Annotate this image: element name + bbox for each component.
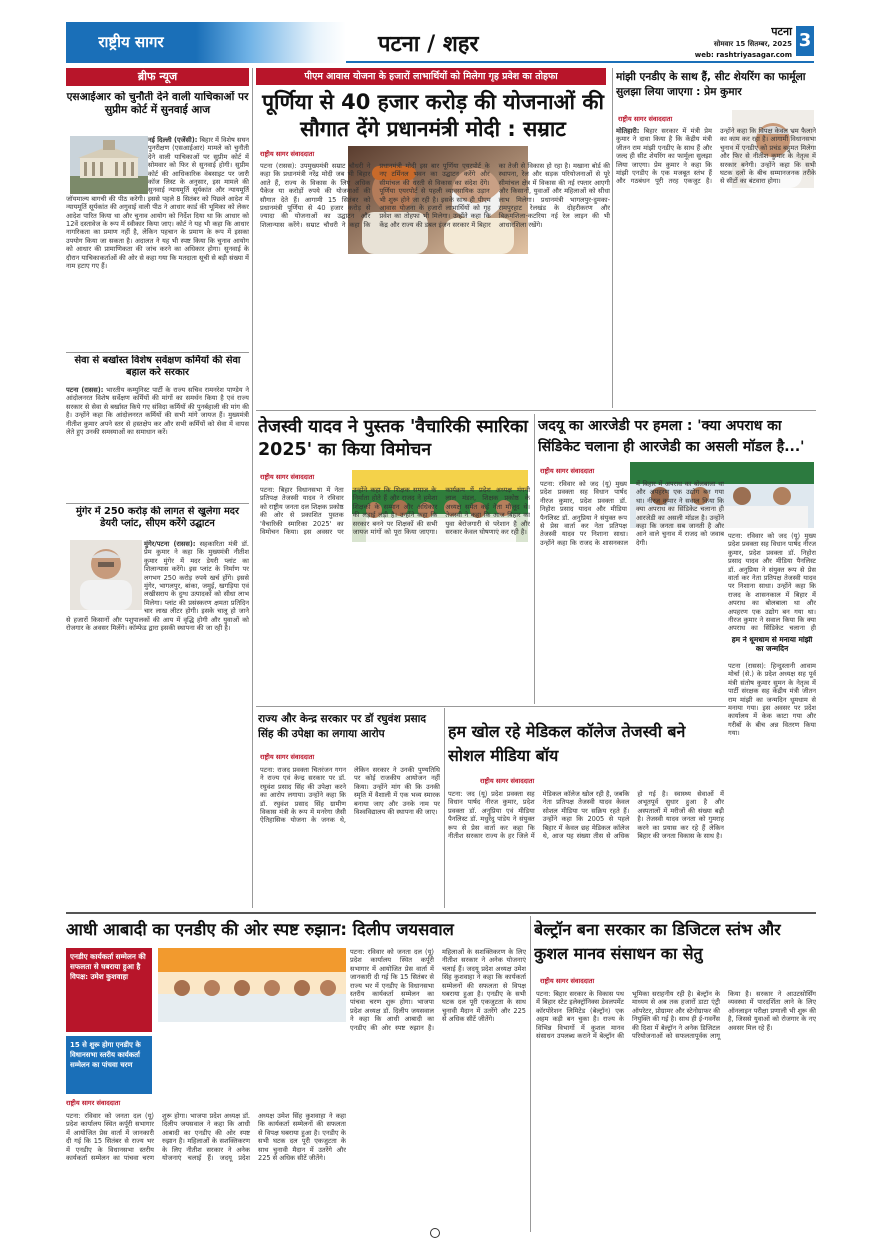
jdu-columns — [540, 480, 724, 705]
beltron-columns — [536, 990, 816, 1230]
jaiswal-story-right — [350, 948, 526, 1230]
raghuvansh-story — [260, 766, 440, 908]
tejashwi-headline: तेजस्वी यादव ने पुस्तक 'वैचारिकी स्मारिका 2025' का किया विमोचन — [258, 417, 528, 460]
lead-byline: राष्ट्रीय सागर संवाददाता — [260, 150, 315, 158]
tejashwi-byline: राष्ट्रीय सागर संवाददाता — [260, 473, 315, 481]
manjhi-birthday-story: पटना (रासस): हिन्दुस्तानी आवाम मोर्चा (से.) के प्रदेश अध्यक्ष सह पूर्व मंत्री संतोष कुमार सुमन के नेतृत्व में पार्टी संरक्षक सह केंद्रीय मंत्री जीतन राम मांझी का जन्मदिन धूमधाम से मनाया गया। इस अवसर पर प्रदेश कार्यालय में केक काटा गया और गरीबों के बीच अन्न वितरण किया गया। — [728, 662, 816, 738]
raghuvansh-byline: राष्ट्रीय सागर संवाददाता — [260, 753, 315, 761]
jaiswal-text-cont: पटना: रविवार को जनता दल (यू) प्रदेश कार्यालय स्थित कर्पूरी सभागार में आयोजित प्रेस वार्ता में जानकारी दी गई कि 15 सितंबर से राज्य भर में एनडीए के विधानसभा स्तरीय कार्यकर्ता सम्मेलन का पांचवा चरण शुरू होगा। भाजपा प्रदेश अध्यक्ष डॉ. दिलीप जयसवाल ने कहा कि आधी आबादी का एनडीए की ओर स्पष्ट रुझान है। महिलाओं के सशक्तिकरण के लिए नीतीश सरकार ने अनेक योजनाएं चलाई हैं। जदयू प्रदेश अध्यक्ष उमेश सिंह कुशवाहा ने कहा कि कार्यकर्ता सम्मेलनों की सफलता से विपक्ष घबराया हुआ है। एनडीए के सभी घटक दल पूरी एकजुटता के साथ चुनावी मैदान में उतरेंगे और 225 से अधिक सीटें जीतेंगे। — [350, 948, 526, 1032]
section-rule — [66, 912, 816, 914]
manjhi-birthday-headline: हम ने धूमधाम से मनाया मांझी का जन्मदिन — [731, 636, 813, 653]
jaiswal-story — [66, 1112, 346, 1230]
brand-name: राष्ट्रीय सागर — [98, 33, 164, 51]
section-rule — [256, 410, 816, 411]
column-divider — [612, 68, 613, 408]
medical-byline: राष्ट्रीय सागर संवाददाता — [480, 777, 535, 785]
dateline-box — [666, 24, 792, 60]
jaiswal-sidebar-box — [66, 948, 152, 1032]
raghuvansh-columns — [260, 766, 440, 908]
website-link[interactable]: web: rashtriyasagar.com — [694, 51, 792, 59]
lead-headline: पूर्णिया से 40 हजार करोड़ की योजनाओं की सौगात देंगे प्रधानमंत्री मोदी : सम्राट — [262, 90, 604, 141]
jaiswal-sidebar-headline: एनडीए कार्यकर्ता सम्मेलन की सफलता से घबराया हुआ है विपक्ष: उमेश कुशवाहा — [70, 952, 146, 981]
survey-headline: सेवा से बर्खास्त विशेष सर्वेक्षण कर्मियों की सेवा बहाल करे सरकार — [74, 355, 241, 378]
photo-spacer — [66, 540, 144, 612]
jaiswal-sidebar2-box — [66, 1036, 152, 1094]
jdu-text: पटना: रविवार को जद (यू) मुख्य प्रदेश प्रवक्ता सह विधान पार्षद नीरज कुमार, प्रदेश प्रवक्ता डॉ. निहोरा प्रसाद यादव और मीडिया पैनलिस्ट डॉ. अनुप्रिया ने संयुक्त रूप से प्रेस वार्ता कर नेता प्रतिपक्ष तेजस्वी यादव पर निशाना साधा। उन्होंने कहा कि राजद के शासनकाल में बिहार में अपराध का बोलबाला था और अपहरण एक उद्योग बन गया था। नीरज कुमार ने सवाल किया कि क्या अपराध का सिंडिकेट चलाना ही आरजेडी का असली मॉडल है। उन्होंने कहा कि जनता सब जानती है और आने वाले चुनाव में राजद को जवाब देगी। — [540, 480, 724, 547]
manjhi-dateline: मोतिहारी: — [616, 127, 640, 135]
jaiswal-columns-right — [350, 948, 526, 1230]
manjhi-headline: मांझी एनडीए के साथ हैं, सीट शेयरिंग का फार्मूला सुलझा लिया जाएगा : प्रेम कुमार — [616, 71, 806, 98]
brand-wave — [196, 22, 346, 63]
rule — [66, 503, 249, 504]
jaiswal-event-photo — [158, 948, 346, 1022]
medical-text: पटना: जद (यू) प्रदेश प्रवक्ता सह विधान पार्षद नीरज कुमार, प्रदेश प्रवक्ता डॉ. अनुप्रिया एवं मीडिया पैनलिस्ट डॉ. मधुरेंदु पांडेय ने संयुक्त रूप से प्रेस वार्ता कर कहा कि नीतीश सरकार राज्य के हर जिले में मेडिकल कॉलेज खोल रही है, जबकि नेता प्रतिपक्ष तेजस्वी यादव केवल सोशल मीडिया पर सक्रिय रहते हैं। उन्होंने कहा कि 2005 से पहले बिहार में केवल छह मेडिकल कॉलेज थे, आज यह संख्या तीस से अधिक हो गई है। स्वास्थ्य सेवाओं में अभूतपूर्व सुधार हुआ है और अस्पतालों में मरीजों की संख्या बढ़ी है। तेजस्वी यादव जनता को गुमराह करने का प्रयास कर रहे हैं लेकिन बिहार की जनता विकास के साथ है। — [448, 790, 724, 841]
medical-headline: हम खोल रहे मेडिकल कॉलेज तेजस्वी बने सोशल मीडिया बॉय — [448, 722, 686, 765]
photo-spacer — [627, 480, 628, 528]
brief-news-column — [66, 68, 249, 906]
beltron-headline: बेल्ट्रॉन बना सरकार का डिजिटल स्तंभ और कुशल मानव संसाधन का सेतु — [534, 920, 781, 963]
registration-mark-icon — [430, 1228, 440, 1238]
brand-block — [66, 22, 196, 63]
raghuvansh-headline: राज्य और केन्द्र सरकार पर डॉ रघुवंश प्रसाद सिंह की उपेक्षा का लगाया आरोप — [258, 713, 427, 740]
issue-date: सोमवार 15 सितम्बर, 2025 — [713, 40, 792, 48]
column-divider — [534, 414, 535, 704]
manjhi-text: बिहार सरकार में मंत्री प्रेम कुमार ने दावा किया है कि केंद्रीय मंत्री जीतन राम मांझी एनडीए के साथ हैं और जल्द ही सीट शेयरिंग का फार्मूला सुलझा लिया जाएगा। प्रेम कुमार ने कहा कि मांझी एनडीए के एक मजबूत स्तंभ हैं और गठबंधन पूरी तरह एकजुट है। उन्होंने कहा कि विपक्ष केवल भ्रम फैलाने का काम कर रहा है। आगामी विधानसभा चुनाव में एनडीए को प्रचंड बहुमत मिलेगा और फिर से नीतीश कुमार के नेतृत्व में सरकार बनेगी। उन्होंने कहा कि सभी घटक दलों के बीच सम्मानजनक तरीके से सीटों का बंटवारा होगा। — [616, 127, 816, 186]
jdu-headline: जदयू का आरजेडी पर हमला : 'क्या अपराध का सिंडिकेट चलाना ही आरजेडी का असली मॉडल है...' — [538, 418, 805, 455]
beltron-byline: राष्ट्रीय सागर संवाददाता — [540, 977, 595, 985]
jaiswal-columns-left — [66, 1112, 346, 1230]
section-rule — [256, 706, 726, 707]
page-number: 3 — [796, 26, 814, 56]
manjhi-story — [616, 127, 816, 405]
raghuvansh-text: पटना: राजद प्रवक्ता चितरंजन गगन ने राज्य एवं केन्द्र सरकार पर डॉ. रघुवंश प्रसाद सिंह की उपेक्षा करने का आरोप लगाया। उन्होंने कहा कि डॉ. रघुवंश प्रसाद सिंह ग्रामीण विकास मंत्री के रूप में मनरेगा जैसी ऐतिहासिक योजना के जनक थे, लेकिन सरकार ने उनकी पुण्यतिथि पर कोई राजकीय आयोजन नहीं किया। उन्होंने मांग की कि उनकी स्मृति में वैशाली में एक भव्य स्मारक बनाया जाए और उनके नाम पर विश्वविद्यालय की स्थापना की जाए। — [260, 766, 440, 825]
sir-text: बिहार में विशेष सघन पुनरीक्षण (एसआईआर) मामले को चुनौती देने वाली याचिकाओं पर सुप्रीम कोर्ट में सोमवार को फिर से सुनवाई होगी। सुप्रीम कोर्ट की आधिकारिक वेबसाइट पर जारी कॉज लिस्ट के अनुसार, इस मामले की सुनवाई न्यायमूर्ति सूर्यकांत और न्यायमूर्ति जॉयमाल्य बागची की पीठ करेगी। इससे पहले 8 सितंबर को पिछले आदेश में न्यायमूर्ति सूर्यकांत की अगुवाई वाली पीठ ने आधार कार्ड की भूमिका को लेकर आदेश पारित किया था और चुनाव आयोग को निर्देश दिया था कि आधार को 12वें दस्तावेज के रूप में स्वीकार किया जाए। कोर्ट ने यह भी कहा कि आधार नागरिकता का प्रमाण नहीं है, लेकिन पहचान के प्रमाण के रूप में इसका उपयोग किया जा सकता है। अदालत ने यह भी स्पष्ट किया कि चुनाव आयोग को आधार की प्रामाणिकता की जांच करने का अधिकार होगा। सुनवाई के दौरान याचिकाकर्ताओं की ओर से कहा गया कि मतदाता सूची से बड़ी संख्या में नाम हटाए गए हैं। — [66, 136, 249, 271]
tejashwi-text: पटना: बिहार विधानसभा में नेता प्रतिपक्ष तेजस्वी यादव ने रविवार को राष्ट्रीय जनता दल शिक्षक प्रकोष्ठ की ओर से प्रकाशित पुस्तक 'वैचारिकी स्मारिका 2025' का विमोचन किया। इस अवसर पर उन्होंने कहा कि शिक्षक समाज के निर्माता होते हैं और राजद ने हमेशा शिक्षकों के सम्मान और अधिकार की लड़ाई लड़ी है। उन्होंने कहा कि सरकार बनने पर शिक्षकों की सभी जायज मांगों को पूरा किया जाएगा। कार्यक्रम में प्रदेश अध्यक्ष मंगनी लाल मंडल, शिक्षक प्रकोष्ठ के अध्यक्ष समेत कई नेता मौजूद थे। तेजस्वी ने कहा कि आज बिहार का युवा बेरोजगारी से परेशान है और सरकार केवल घोषणाएं कर रही है। — [260, 486, 530, 537]
lead-kicker: पीएम आवास योजना के हजारों लाभार्थियों को मिलेगा गृह प्रवेश का तोहफा — [304, 71, 558, 82]
survey-text: भारतीय कम्युनिस्ट पार्टी के राज्य सचिव रामनरेश पाण्डेय ने आंदोलनरत विशेष सर्वेक्षण कर्मियों की मांगों का समर्थन किया है एवं राज्य सरकार से सेवा से बर्खास्त किये गए संविदा कर्मियों की पुनर्बहाली की मांग की है। उन्होंने कहा कि आंदोलनरत कर्मियों की सभी मांगे जायज हैं। मुख्यमंत्री नीतीश कुमार अपने स्तर से हस्तक्षेप कर और सभी कर्मियों को सेवा में वापस लेते हुए उनकी समस्याओं का समाधान करें। — [66, 386, 249, 437]
beltron-text: पटना: बिहार सरकार के विकास पथ में बिहार स्टेट इलेक्ट्रॉनिक्स डेवलपमेंट कॉरपोरेशन लिमिटेड (बेल्ट्रॉन) एक अहम कड़ी बन चुका है। राज्य के विभिन्न विभागों में कुशल मानव संसाधन उपलब्ध कराने में बेल्ट्रॉन की भूमिका सराहनीय रही है। बेल्ट्रॉन के माध्यम से अब तक हजारों डाटा एंट्री ऑपरेटर, प्रोग्रामर और स्टेनोग्राफर की नियुक्ति की गई है। साथ ही ई-गवर्नेंस की दिशा में बेल्ट्रॉन ने अनेक डिजिटल परियोजनाओं को सफलतापूर्वक लागू किया है। सरकार ने आउटसोर्सिंग व्यवस्था में पारदर्शिता लाने के लिए ऑनलाइन परीक्षा प्रणाली भी शुरू की है, जिससे युवाओं को रोजगार के नए अवसर मिल रहे हैं। — [536, 990, 816, 1041]
manjhi-columns — [616, 127, 816, 405]
masthead — [66, 22, 814, 63]
sir-story — [66, 136, 249, 349]
dairy-dateline: मुंगेर/पटना (रासस): — [144, 540, 196, 548]
jdu-story — [540, 480, 724, 705]
jaiswal-byline: राष्ट्रीय सागर संवाददाता — [66, 1099, 121, 1107]
tejashwi-story — [260, 486, 530, 702]
brief-news-label: ब्रीफ न्यूज — [66, 68, 249, 86]
beltron-story — [536, 990, 816, 1230]
jdu-story-cont — [728, 532, 816, 632]
column-divider — [252, 68, 253, 908]
dairy-headline: मुंगेर में 250 करोड़ की लागत से खुलेगा मदर डेयरी प्लांट, सीएम करेंगे उद्घाटन — [75, 506, 240, 529]
dairy-story — [66, 540, 249, 906]
lead-kicker-bar — [256, 68, 606, 85]
sir-headline: एसआईआर को चुनौती देने वाली याचिकाओं पर सुप्रीम कोर्ट में सुनवाई आज — [66, 91, 249, 116]
manjhi-byline: राष्ट्रीय सागर संवाददाता — [618, 115, 673, 123]
jaiswal-sidebar2-headline: 15 से शुरू होगा एनडीए के विधानसभा स्तरीय कार्यकर्ता सम्मेलन का पांचवा चरण — [70, 1041, 141, 1069]
column-divider — [444, 708, 445, 908]
sir-dateline: नई दिल्ली (एजेंसी): — [148, 136, 198, 144]
medical-story — [448, 790, 724, 908]
section-title: पटना / शहर — [378, 32, 479, 57]
jdu-text-cont: पटना: रविवार को जद (यू) मुख्य प्रदेश प्रवक्ता सह विधान पार्षद नीरज कुमार, प्रदेश प्रवक्ता डॉ. निहोरा प्रसाद यादव और मीडिया पैनलिस्ट डॉ. अनुप्रिया ने संयुक्त रूप से प्रेस वार्ता कर नेता प्रतिपक्ष तेजस्वी यादव पर निशाना साधा। उन्होंने कहा कि राजद के शासनकाल में बिहार में अपराध का बोलबाला था और अपहरण एक उद्योग बन गया था। नीरज कुमार ने सवाल किया कि क्या अपराध का सिंडिकेट चलाना ही — [728, 532, 816, 632]
jaiswal-text: पटना: रविवार को जनता दल (यू) प्रदेश कार्यालय स्थित कर्पूरी सभागार में आयोजित प्रेस वार्ता में जानकारी दी गई कि 15 सितंबर से राज्य भर में एनडीए के विधानसभा स्तरीय कार्यकर्ता सम्मेलन का पांचवा चरण शुरू होगा। भाजपा प्रदेश अध्यक्ष डॉ. दिलीप जयसवाल ने कहा कि आधी आबादी का एनडीए की ओर स्पष्ट रुझान है। महिलाओं के सशक्तिकरण के लिए नीतीश सरकार ने अनेक योजनाएं चलाई हैं। जदयू प्रदेश अध्यक्ष उमेश सिंह कुशवाहा ने कहा कि कार्यकर्ता सम्मेलनों की सफलता से विपक्ष घबराया हुआ है। एनडीए के सभी घटक दल पूरी एकजुटता के साथ चुनावी मैदान में उतरेंगे और 225 से अधिक सीटें जीतेंगे। — [66, 1112, 346, 1163]
rule — [66, 352, 249, 353]
survey-story — [66, 386, 249, 500]
header-rule — [346, 61, 814, 63]
survey-dateline: पटना (रासस): — [66, 386, 104, 394]
dairy-text: सहकारिता मंत्री डॉ. प्रेम कुमार ने कहा कि मुख्यमंत्री नीतीश कुमार मुंगेर में मदर डेयरी प्लांट का शिलान्यास करेंगे। इस प्लांट के निर्माण पर लगभग 250 करोड़ रुपये खर्च होंगे। इससे मुंगेर, भागलपुर, बांका, जमुई, खगड़िया एवं लखीसराय के दुग्ध उत्पादकों को सीधा लाभ मिलेगा। प्लांट की प्रसंस्करण क्षमता प्रतिदिन चार लाख लीटर होगी। इसके चालू हो जाने से हजारों किसानों और पशुपालकों की आय में वृद्धि होगी और युवाओं को रोजगार के अवसर मिलेंगे। कॉम्फेड द्वारा इसकी स्थापना की जा रही है। — [66, 540, 249, 633]
city-label: पटना — [771, 25, 792, 38]
column-divider — [530, 916, 531, 1232]
jaiswal-headline: आधी आबादी का एनडीए की ओर स्पष्ट रुझान: दिलीप जयसवाल — [66, 920, 454, 939]
photo-spacer — [66, 136, 148, 194]
jdu-byline: राष्ट्रीय सागर संवाददाता — [540, 467, 595, 475]
medical-columns — [448, 790, 724, 908]
lead-story-text — [260, 162, 610, 404]
tejashwi-columns — [260, 486, 530, 702]
lead-columns — [260, 162, 610, 404]
lead-text: पटना (रासस): उपमुख्यमंत्री सम्राट चौधरी ने कहा कि प्रधानमंत्री नरेंद्र मोदी जब भी बिहार आते हैं, राज्य के विकास के लिए अधिक पैकेज या करोड़ों रुपये की योजनाओं की सौगात देते हैं। आगामी 15 सितंबर को प्रधानमंत्री पूर्णिया से 40 हजार करोड़ से ज्यादा की योजनाओं का उद्घाटन और शिलान्यास करेंगे। सम्राट चौधरी ने कहा कि प्रधानमंत्री मोदी इस बार पूर्णिया एयरपोर्ट के नए टर्मिनल भवन का उद्घाटन करेंगे और सीमांचल की धरती से विकास का संदेश देंगे। पूर्णिया एयरपोर्ट से पहली व्यावसायिक उड़ान भी शुरू होने जा रही है। इसके साथ ही पीएम आवास योजना के हजारों लाभार्थियों को गृह प्रवेश का तोहफा भी मिलेगा। उन्होंने कहा कि केंद्र और राज्य की डबल इंजन सरकार में बिहार का तेजी से विकास हो रहा है। मखाना बोर्ड की स्थापना, रेल और सड़क परियोजनाओं से पूरे सीमांचल क्षेत्र में विकास की नई रफ्तार आएगी और किसानों, युवाओं और महिलाओं को सीधा लाभ मिलेगा। प्रधानमंत्री भागलपुर-दुमका-रामपुरहाट रेलखंड के दोहरीकरण और बिक्रमशिला-कटरिया नई रेल लाइन की भी आधारशिला रखेंगे। — [260, 162, 610, 229]
